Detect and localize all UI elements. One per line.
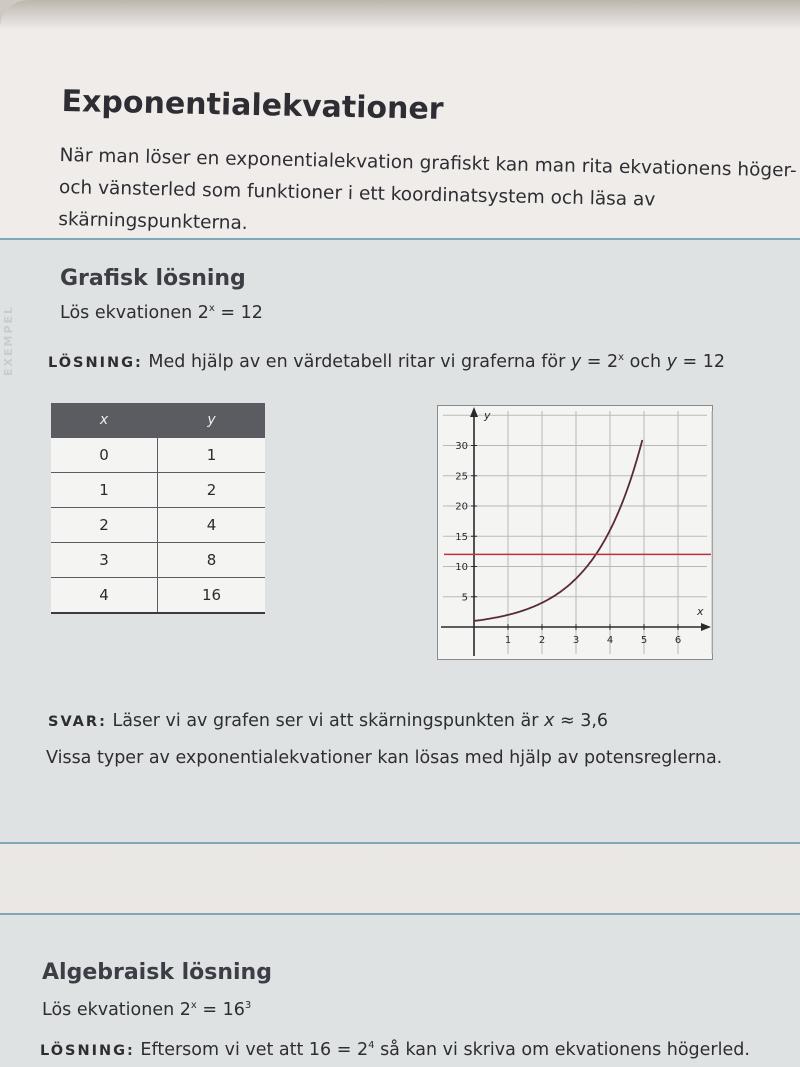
algebraic-heading: Algebraisk lösning xyxy=(42,960,272,985)
cell-x: 0 xyxy=(51,438,158,473)
graphical-solution xyxy=(48,352,788,372)
intro-paragraph: När man löser en exponentialekvation grafiskt kan man rita ekvationens höger- och vänsterled som funktioner i ett koordinatsystem och läsa av skärningspunkterna. xyxy=(58,144,797,234)
alg-solution-a: Eftersom vi vet att 16 = 2 xyxy=(134,1040,369,1060)
header-x: x xyxy=(51,403,158,438)
graphical-heading: Grafisk lösning xyxy=(60,266,246,291)
cell-x: 4 xyxy=(51,578,158,614)
cell-y: 4 xyxy=(158,508,266,543)
task-suffix: = 12 xyxy=(214,303,263,323)
exponential-graph xyxy=(437,405,713,660)
y-tick-label: 15 xyxy=(455,531,468,543)
x-tick-label: 5 xyxy=(640,635,648,646)
y-tick-label: 20 xyxy=(455,501,468,513)
value-table-header xyxy=(51,403,265,438)
task-prefix: Lös ekvationen 2 xyxy=(60,303,209,323)
header-y: y xyxy=(158,403,266,438)
alg-solution-b: så kan vi skriva om ekvationens högerled. xyxy=(374,1040,750,1060)
page-title: Exponentialekvationer xyxy=(61,84,444,127)
y-tick-label: 5 xyxy=(461,592,468,604)
alg-task-prefix: Lös ekvationen 2 xyxy=(42,1000,191,1020)
alg-solution-label: LÖSNING: xyxy=(40,1043,135,1059)
graph-frame xyxy=(438,406,713,660)
cell-x: 1 xyxy=(51,473,158,508)
graphical-task xyxy=(60,303,263,323)
cell-y: 16 xyxy=(158,578,266,614)
solution-och: och xyxy=(624,352,667,372)
table-row xyxy=(51,438,265,473)
answer-x: x xyxy=(544,711,555,731)
y-tick-label: 25 xyxy=(455,471,468,483)
y-axis-label: y xyxy=(484,409,491,422)
answer-label: SVAR: xyxy=(48,714,107,730)
task-exponent: x xyxy=(208,303,215,315)
solution-y2: y xyxy=(666,352,677,372)
solution-eq2: = 12 xyxy=(676,352,726,372)
cell-y: 2 xyxy=(158,473,266,508)
cell-x: 2 xyxy=(51,508,158,543)
x-tick-label: 2 xyxy=(538,635,546,646)
solution-eq: = 2 xyxy=(581,352,619,372)
algebraic-solution xyxy=(40,1040,800,1060)
solution-y: y xyxy=(570,352,582,372)
alg-task-exponent: x xyxy=(190,1000,197,1012)
x-tick-label: 3 xyxy=(572,635,580,646)
x-tick-label: 6 xyxy=(674,635,682,646)
cell-y: 1 xyxy=(158,438,266,473)
y-tick-label: 10 xyxy=(455,562,468,573)
alg-solution-exponent: 4 xyxy=(368,1040,375,1052)
solution-label: LÖSNING: xyxy=(48,355,143,371)
x-tick-label: 4 xyxy=(606,635,614,646)
x-axis-label: x xyxy=(697,605,704,618)
potens-note: Vissa typer av exponentialekvationer kan lösas med hjälp av potensreglerna. xyxy=(46,748,723,768)
alg-task-exponent2: 3 xyxy=(244,1000,252,1012)
table-row xyxy=(51,578,265,614)
algebraic-task xyxy=(42,1000,251,1020)
page-shadow xyxy=(0,0,800,30)
y-tick-label: 30 xyxy=(455,441,468,452)
answer-line xyxy=(48,711,608,731)
answer-value: ≈ 3,6 xyxy=(554,711,609,731)
solution-exponent: x xyxy=(618,352,625,364)
solution-text: Med hjälp av en värdetabell ritar vi graferna för xyxy=(142,352,571,372)
table-row xyxy=(51,508,265,543)
table-row xyxy=(51,543,265,578)
answer-text: Läser vi av grafen ser vi att skärningspunkten är xyxy=(106,711,545,731)
x-tick-label: 1 xyxy=(504,635,512,646)
alg-task-mid: = 16 xyxy=(196,1000,245,1020)
cell-y: 8 xyxy=(158,543,266,578)
cell-x: 3 xyxy=(51,543,158,578)
value-table xyxy=(51,403,265,614)
example-side-label: EXEMPEL xyxy=(2,304,15,376)
table-row xyxy=(51,473,265,508)
